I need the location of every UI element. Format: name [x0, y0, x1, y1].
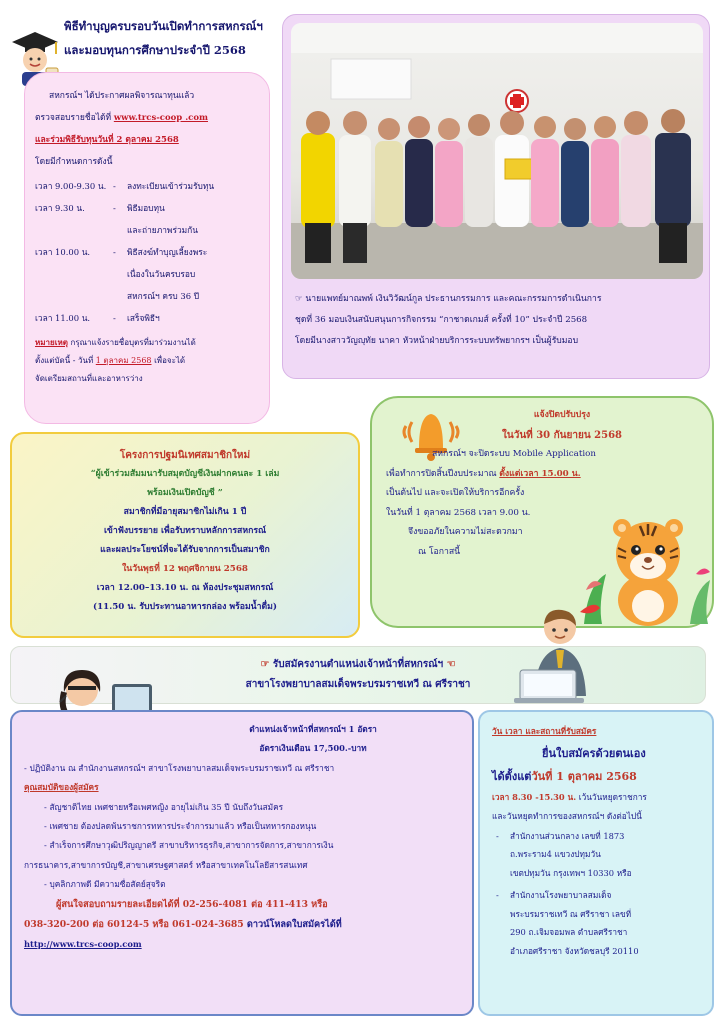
apply-line3: เวลา 8.30 -15.30 น. เว้นวันหยุดราชการ	[492, 791, 647, 802]
contact-line1: ผู้สนใจสอบถามรายละเอียดได้ที่ 02-256-4081 ต่อ 411-413 หรือ	[56, 898, 328, 910]
maintenance-time: ตั้งแต่เวลา 15.00 น.	[499, 468, 581, 479]
apply-line4: และวันหยุดทำการของสหกรณ์ฯ ดังต่อไปนี้	[492, 811, 642, 821]
ceremony-intro-prefix: ตรวจสอบรายชื่อได้ที่	[35, 113, 112, 123]
orientation-title: โครงการปฐมนิเทศสมาชิกใหม่	[119, 450, 251, 461]
maintenance-line6: ณ โอกาสนี้	[418, 546, 461, 557]
schedule-row: เวลา 9.30 น. - พิธีมอบทุน	[35, 203, 165, 213]
caption-line1: ☞ นายแพทย์มาณพพ์ เงินวิวัฒน์กูล ประธานกรรมการ และคณะกรรมการดำเนินการ	[295, 294, 602, 304]
orientation-line3: สมาชิกที่มีอายุสมาชิกไม่เกิน 1 ปี	[123, 507, 247, 517]
job-duty: - ปฏิบัติงาน ณ สำนักงานสหกรณ์ฯ สาขาโรงพยาบาลสมเด็จพระบรมราชเทวี ณ ศรีราชา	[24, 762, 335, 773]
note-text3: จัดเตรียมสถานที่และอาหารว่าง	[35, 374, 143, 383]
note-text1: กรุณาแจ้งรายชื่อบุตรที่มาร่วมงานได้	[70, 338, 196, 347]
ceremony-intro-line3: และร่วมพิธีรับทุนวันที่ 2 ตุลาคม 2568	[35, 135, 179, 145]
qualification-title: คุณสมบัติของผู้สมัคร	[24, 782, 99, 793]
ceremony-notice-box	[24, 72, 270, 424]
note-text2a: ตั้งแต่บัดนี้ - วันที่	[35, 356, 94, 365]
job-details-box	[10, 710, 474, 1016]
schedule-row: เวลา 11.00 น. - เสร็จพิธีฯ	[35, 313, 160, 323]
group-photo	[291, 23, 703, 279]
photo-caption	[295, 289, 699, 352]
orientation-line7: เวลา 12.00–13.10 น. ณ ห้องประชุมสหกรณ์	[96, 583, 274, 593]
maintenance-line1: สหกรณ์ฯ จะปิดระบบ Mobile Application	[432, 449, 596, 459]
maintenance-date: ในวันที่ 30 กันยายน 2568	[501, 429, 622, 441]
ceremony-website-link[interactable]: www.trcs-coop .com	[113, 113, 208, 123]
orientation-line2: พร้อมเงินเปิดบัญชี ”	[147, 488, 223, 498]
note-date: 1 ตุลาคม 2568	[95, 356, 152, 365]
contact-line2: 038-320-200 ต่อ 60124-5 หรือ 061-024-3685 ดาวน์โหลดใบสมัครได้ที่	[24, 918, 342, 930]
ceremony-title-line2: และมอบทุนการศึกษาประจำปี 2568	[64, 43, 246, 57]
orientation-line1: “ผู้เข้าร่วมสัมมนารับสมุดบัญชีเงินฝากคนละ 1 เล่ม	[90, 469, 280, 479]
laptop-worker-icon	[510, 600, 606, 704]
banner-line1: ☞ รับสมัครงานตำแหน่งเจ้าหน้าที่สหกรณ์ฯ ☜	[260, 659, 456, 670]
apply-place-1: - สำนักงานส่วนกลาง เลขที่ 1873 ถ.พระราม4 แขวงปทุมวัน เขตปทุมวัน กรุงเทพฯ 10330 หรือ	[496, 830, 632, 878]
orientation-line6: ในวันพุธที่ 12 พฤศจิกายน 2568	[122, 564, 248, 574]
qualification-2: - เพศชาย ต้องปลดพ้นราชการทหารประจำการมาแล้ว หรือเป็นทหารกองหนุน	[44, 821, 317, 832]
ceremony-intro-line4: โดยมีกำหนดการดังนี้	[35, 157, 113, 167]
apply-place-2: - สำนักงานโรงพยาบาลสมเด็จ พระบรมราชเทวี ณ ศรีราชา เลขที่ 290 ถ.เจิมจอมพล ตำบลศรีราชา อำเภอศรีราชา จังหวัดชลบุรี 20110	[496, 890, 639, 956]
maintenance-title: แจ้งปิดปรับปรุง	[533, 410, 591, 420]
ceremony-intro-line1: สหกรณ์ฯ ได้ประกาศผลพิจารณาทุนแล้ว	[49, 91, 195, 101]
schedule-row: เวลา 9.00-9.30 น. - ลงทะเบียนเข้าร่วมรับทุน	[35, 181, 215, 191]
schedule-row: และถ่ายภาพร่วมกัน	[127, 225, 198, 235]
qualification-3-cont: การธนาคาร,สาขาการบัญชี,สาขาเศรษฐศาสตร์ หรือสาขาเทคโนโลยีสารสนเทศ	[24, 859, 308, 870]
schedule-row: เนื่องในวันครบรอบ	[127, 269, 196, 279]
application-info-box	[478, 710, 714, 1016]
qualification-3: - สำเร็จการศึกษาวุฒิปริญญาตรี สาขาบริหารธุรกิจ,สาขาการจัดการ,สาขาการเงิน	[44, 840, 334, 851]
qualification-1: - สัญชาติไทย เพศชายหรือเพศหญิง อายุไม่เกิน 35 ปี นับถึงวันสมัคร	[44, 801, 284, 812]
maintenance-line4: ในวันที่ 1 ตุลาคม 2568 เวลา 9.00 น.	[386, 507, 531, 518]
apply-title: วัน เวลา และสถานที่รับสมัคร	[492, 726, 597, 736]
schedule-row: สหกรณ์ฯ ครบ 36 ปี	[127, 291, 200, 301]
ceremony-title	[64, 14, 294, 62]
download-link[interactable]: http://www.trcs-coop.com	[24, 938, 142, 949]
banner-line2: สาขาโรงพยาบาลสมเด็จพระบรมราชเทวี ณ ศรีราชา	[245, 679, 471, 690]
job-head1: ตำแหน่งเจ้าหน้าที่สหกรณ์ฯ 1 อัตรา	[249, 724, 377, 734]
apply-line1: ยื่นใบสมัครด้วยตนเอง	[542, 746, 646, 760]
apply-line2: ได้ตั้งแต่วันที่ 1 ตุลาคม 2568	[492, 769, 637, 783]
job-salary: อัตราเงินเดือน 17,500.-บาท	[259, 743, 367, 754]
maintenance-line2: เพื่อทำการปิดสิ้นปีงบประมาณ ตั้งแต่เวลา 15.00 น.	[386, 468, 581, 479]
maintenance-box	[370, 396, 714, 628]
ceremony-note	[35, 333, 261, 388]
ceremony-schedule	[35, 175, 261, 329]
caption-line2: ชุดที่ 36 มอบเงินสนับสนุนการกิจกรรม “กาชาดเกมส์ ครั้งที่ 10” ประจำปี 2568	[295, 315, 588, 325]
maintenance-line3: เป็นต้นไป และจะเปิดให้บริการอีกครั้ง	[386, 488, 525, 498]
note-text2b: เพื่อจะได้	[154, 356, 186, 365]
ceremony-intro-line2	[35, 107, 261, 129]
orientation-line4: เข้าฟังบรรยาย เพื่อรับทราบหลักการสหกรณ์	[103, 526, 267, 536]
group-photo-box	[282, 14, 710, 379]
qualification-4: - บุคลิกภาพดี มีความซื่อสัตย์สุจริต	[44, 879, 166, 890]
orientation-line8: (11.50 น. รับประทานอาหารกล่อง พร้อมน้ำดื่ม)	[93, 602, 277, 612]
caption-line3: โดยมีนางสาววัญญุทัย นาคา หัวหน้าฝ่ายบริการระบบทรัพยากรฯ เป็นผู้รับมอบ	[295, 336, 579, 346]
ceremony-title-line1: พิธีทำบุญครบรอบวันเปิดทำการสหกรณ์ฯ	[64, 19, 263, 33]
orientation-line5: และผลประโยชน์ที่จะได้รับจากการเป็นสมาชิก	[100, 545, 270, 555]
orientation-box	[10, 432, 360, 638]
schedule-row: เวลา 10.00 น. - พิธีสงฆ์ทำบุญเลี้ยงพระ	[35, 247, 208, 257]
note-label: หมายเหตุ	[35, 337, 68, 347]
maintenance-line5: จึงขออภัยในความไม่สะดวกมา	[408, 527, 523, 537]
